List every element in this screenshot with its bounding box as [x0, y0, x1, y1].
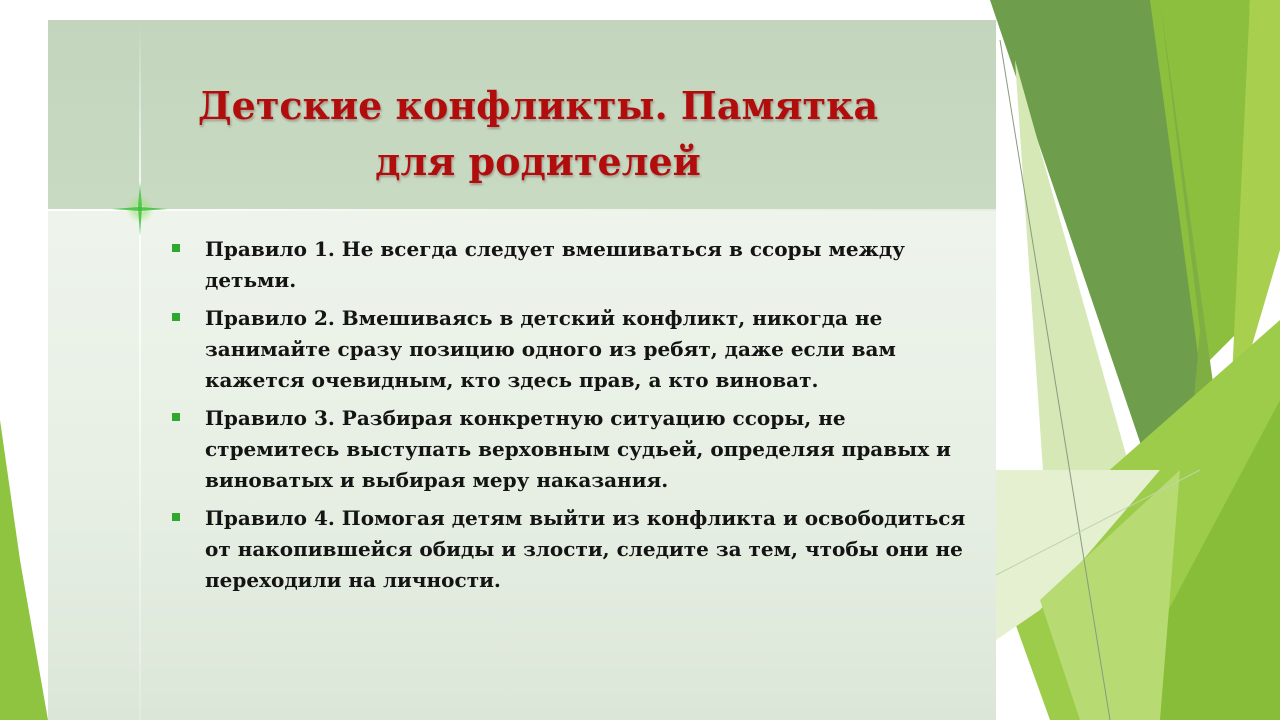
square-bullet-icon	[172, 413, 180, 421]
rule-item-3	[172, 403, 972, 496]
vertical-accent-line	[139, 20, 141, 720]
slide-title: Детские конфликты. Памятка для родителей	[197, 83, 879, 184]
separator-line	[48, 209, 996, 211]
rule-text: Правило 3. Разбирая конкретную ситуацию ссоры, не стремитесь выступать верховным судьей, определяя правых и виноватых и выбирая меру наказания.	[205, 406, 951, 492]
rule-text: Правило 2. Вмешиваясь в детский конфликт, никогда не занимайте сразу позицию одного из ребят, даже если вам кажется очевидным, кто здесь прав, а кто виноват.	[205, 306, 896, 392]
rule-item-2	[172, 303, 972, 396]
rules-list	[172, 234, 972, 603]
square-bullet-icon	[172, 513, 180, 521]
square-bullet-icon	[172, 313, 180, 321]
rule-text: Правило 4. Помогая детям выйти из конфликта и освободиться от накопившейся обиды и злости, следите за тем, чтобы они не переходили на личности.	[205, 506, 966, 592]
facet-shape	[0, 420, 48, 720]
rule-item-1	[172, 234, 972, 296]
rule-item-4	[172, 503, 972, 596]
content-panel	[48, 20, 996, 720]
square-bullet-icon	[172, 244, 180, 252]
rule-text: Правило 1. Не всегда следует вмешиваться в ссоры между детьми.	[205, 237, 905, 292]
